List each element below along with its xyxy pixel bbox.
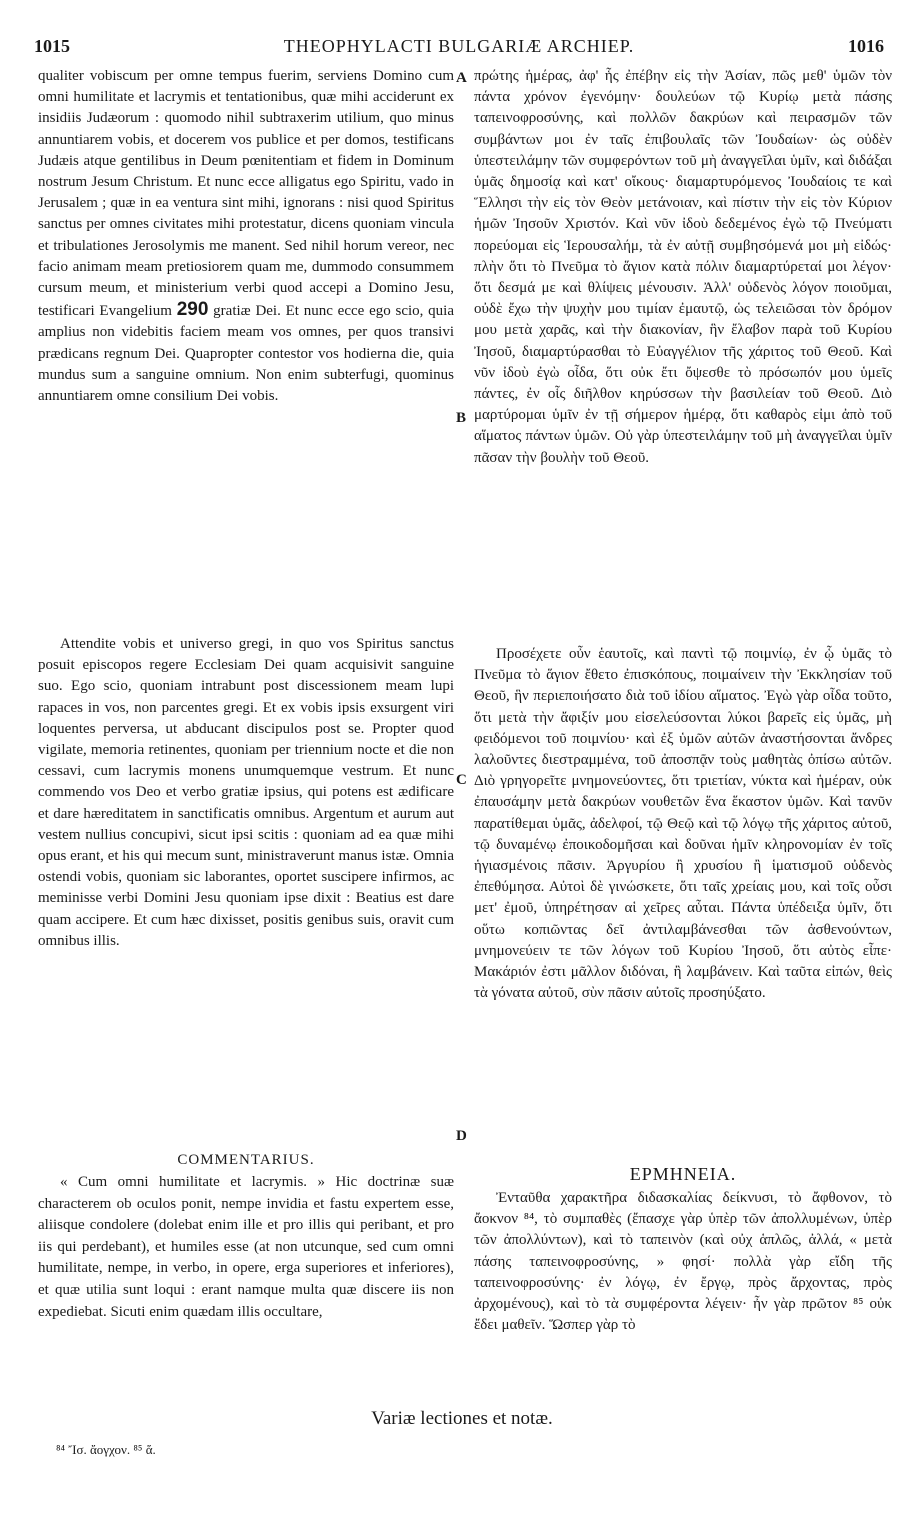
latin-column-middle — [38, 634, 454, 952]
margin-letter-b: B — [456, 410, 467, 426]
latin-paragraph-1-text: qualiter vobiscum per omne tempus fuerim, serviens Domino cum omni humilitate et lacrymis et tentationibus, quæ mihi acciderunt ex insidiis Judæorum : quomodo nihil subtraxerim utilium, quo minus annuntiarem vobis, et docerem vos publice et per domos, testificans Judæis atque gentilibus in Deum pœnitentiam et fidem in Dominum nostrum Jesum Christum. Et nunc ecce alligatus ego Spiritu, vado in Jerusalem ; quæ in ea ventura sint mihi, ignorans : nisi quod Spiritus sanctus per omnes civitates mihi protestatur, dicens quoniam vincula et tribulationes Jerosolymis me manent. Sed nihil horum vereor, nec facio animam meam pretiosiorem quam me, dummodo consummem cursum meum, et ministerium verbi quod accepi a Domino Jesu, testificari Evangelium — [38, 68, 454, 320]
latin-paragraph-2: Attendite vobis et universo gregi, in quo vos Spiritus sanctus posuit episcopos regere Ecclesiam Dei quam acquisivit sanguine suo. Ego scio, quoniam intrabunt post discessionem meam lupi rapaces in vos, non parcentes gregi. Et ex vobis ipsis exsurgent viri loquentes perversa, ut abducant discipulos post se. Propter quod vigilate, memoria retinentes, quoniam per triennium nocte et die non cessavi, cum lacrymis monens unumquemque vestrum. Et nunc commendo vos Deo et verbo gratiæ ipsius, qui potens est ædificare et dare hæreditatem in sanctificatis omnibus. Argentum et aurum aut vestem nullius concupivi, sicut ipsi scitis : quoniam ad ea quæ mihi opus erant, et his qui mecum sunt, ministraverunt manus istæ. Omnia ostendi vobis, quoniam sic laborantes, oportet suscipere infirmos, ac meminisse verbi Domini Jesu quoniam ipse dixit : Beatius est dare quam accipere. Et cum hæc dixisset, positis genibus suis, oravit cum omnibus illis. — [38, 636, 454, 949]
greek-paragraph-1: πρώτης ἡμέρας, ἀφ' ἧς ἐπέβην εἰς τὴν Ἀσίαν, πῶς μεθ' ὑμῶν τὸν πάντα χρόνον ἐγενόμην· δουλεύων τῷ Κυρίῳ μετὰ πάσης ταπεινοφροσύνης, καὶ πολλῶν δακρύων καὶ πειρασμῶν τῶν συμβάντων μοι ἐν ταῖς ἐπιβουλαῖς τῶν Ἰουδαίων· ὡς οὐδὲν ὑπεστειλάμην τῶν συμφερόντων τοῦ μὴ ἀναγγεῖλαι ὑμῖν, καὶ διδάξαι ὑμᾶς δημοσίᾳ καὶ κατ' οἴκους· διαμαρτυρόμενος Ἰουδαίοις τε καὶ Ἕλλησι τὴν εἰς τὸν Θεὸν μετάνοιαν, καὶ πίστιν τὴν εἰς τὸν Κύριον ἡμῶν Ἰησοῦν Χριστόν. Καὶ νῦν ἰδοὺ δεδεμένος ἐγὼ τῷ Πνεύματι πορεύομαι εἰς Ἱερουσαλήμ, τὰ ἐν αὐτῇ συμβησόμενά μοι μὴ εἰδώς· πλὴν ὅτι τὸ Πνεῦμα τὸ ἅγιον κατὰ πόλιν διαμαρτύρεταί μοι λέγον· ὅτι δεσμά με καὶ θλίψεις μένουσιν. Ἀλλ' οὐδενὸς λόγον ποιοῦμαι, οὐδὲ ἔχω τὴν ψυχὴν μου τιμίαν ἐμαυτῷ, ὡς τελειῶσαι τὸν δρόμον μου μετὰ χαρᾶς, καὶ τὴν διακονίαν, ἣν ἔλαβον παρὰ τοῦ Κυρίου Ἰησοῦ, διαμαρτύρασθαι τὸ Εὐαγγέλιον τῆς χάριτος τοῦ Θεοῦ. Καὶ νῦν ἰδοὺ ἐγὼ οἶδα, ὅτι οὐκ ἔτι ὄψεσθε τὸ πρόσωπόν μου ὑμεῖς πάντες, ἐν οἷς διῆλθον κηρύσσων τὴν βασιλείαν τοῦ Θεοῦ. Διὸ μαρτύρομαι ὑμῖν ἐν τῇ σήμερον ἡμέρᾳ, ὅτι καθαρὸς εἰμι ἀπὸ τοῦ αἵματος πάντων ὑμῶν. Οὐ γὰρ ὑπεστειλάμην τοῦ μὴ ἀναγγεῖλαι ὑμῖν πᾶσαν τὴν βουλὴν τοῦ Θεοῦ. — [474, 68, 892, 466]
page-number-right: 1016 — [848, 36, 884, 56]
greek-column-top — [474, 66, 892, 469]
footnotes: ⁸⁴ Ἴσ. ἄογχον. ⁸⁵ ἅ. — [56, 1442, 156, 1457]
latin-paragraph-1 — [38, 66, 454, 407]
greek-paragraph-2: Προσέχετε οὖν ἑαυτοῖς, καὶ παντὶ τῷ ποιμνίῳ, ἐν ᾧ ὑμᾶς τὸ Πνεῦμα τὸ ἅγιον ἔθετο ἐπισκόπους, ποιμαίνειν τὴν Ἐκκλησίαν τοῦ Θεοῦ, ἣν περιεποιήσατο διὰ τοῦ ἰδίου αἵματος. Ἐγὼ γὰρ οἶδα τοῦτο, ὅτι μετὰ τὴν ἄφιξίν μου εἰσελεύσονται λύκοι βαρεῖς εἰς ὑμᾶς, μὴ φειδόμενοι τοῦ ποιμνίου· καὶ ἐξ ὑμῶν αὐτῶν ἀναστήσονται ἄνδρες λαλοῦντες διεστραμμένα, τοῦ ἀποσπᾷν τοὺς μαθητὰς ὀπίσω αὐτῶν. Διὸ γρηγορεῖτε μνημονεύοντες, ὅτι τριετίαν, νύκτα καὶ ἡμέραν, οὐκ ἐπαυσάμην μετὰ δακρύων νουθετῶν ἕνα ἕκαστον ὑμῶν. Καὶ τανῦν παρατίθεμαι ὑμᾶς, ἀδελφοί, τῷ Θεῷ καὶ τῷ λόγῳ τῆς χάριτος αὐτοῦ, τῷ δυναμένῳ ἐποικοδομῆσαι καὶ δοῦναι ἡμῖν κληρονομίαν ἐν τοῖς ἡγιασμένοις πᾶσιν. Ἀργυρίου ἢ χρυσίου ἢ ἱματισμοῦ οὐδενὸς ἐπεθύμησα. Αὐτοὶ δὲ γινώσκετε, ὅτι ταῖς χρείαις μου, καὶ τοῖς οὖσι μετ' ἐμοῦ, ὑπηρέτησαν αἱ χεῖρες αὗται. Πάντα ὑπέδειξα ὑμῖν, ὅτι οὕτω κοπιῶντας δεῖ ἀντιλαμβάνεσθαι τῶν ἀσθενούντων, μνημονεύειν τε τῶν λόγων τοῦ Κυρίου Ἰησοῦ, ὅτι αὐτὸς εἶπε· Μακάριόν ἐστι μᾶλλον διδόναι, ἢ λαμβάνειν. Καὶ ταῦτα εἰπών, θεὶς τὰ γόνατα αὐτοῦ, σὺν πᾶσιν αὐτοῖς προσηύξατο. — [474, 646, 892, 1002]
page-number-left: 1015 — [34, 36, 70, 56]
running-header — [34, 36, 884, 66]
latin-column-top — [38, 66, 454, 407]
hermeneia-heading: ΕΡΜΗΝΕΙΑ. — [629, 1164, 737, 1184]
commentary-heading: COMMENTARIUS. — [177, 1152, 315, 1168]
margin-letter-d: D — [456, 1128, 467, 1144]
commentary-text: « Cum omni humilitate et lacrymis. » Hic doctrinæ suæ characterem ob oculos ponit, nempe invidia et fastu expertem esse, aliisque condolere (dolebat enim ille et pro illis qui peribant, et pro iis qui perdebant), et humiles esse (at non utcunque, sed cum omni humilitate, nempe, in verbo, in opere, erga superiores et inferiores), et quæ utilia sunt loqui : erant namque multa quæ discere iis non expediebat. Sicuti enim quædam illis occultare, — [38, 1174, 454, 1320]
hermeneia-text: Ἐνταῦθα χαρακτῆρα διδασκαλίας δείκνυσι, τὸ ἄφθονον, τὸ ἄοκνον ⁸⁴, τὸ συμπαθὲς (ἔπασχε γὰρ ὑπὲρ τῶν ἀπολλυμένων, ὑπὲρ τῶν ἀπολλύντων), καὶ τὸ ταπεινὸν (καὶ οὐχ ἁπλῶς, ἀλλά, « μετὰ πάσης ταπεινοφροσύνης, » φησί· πολλὰ γὰρ εἴδη τῆς ταπεινοφροσύνης· ἐν λόγῳ, ἐν ἔργῳ, πρὸς ἄρχοντας, πρὸς ἀρχομένους), καὶ τὸ τὰ συμφέροντα λέγειν· ἦν γὰρ πρῶτον ⁸⁵ οὐκ ἔδει μαθεῖν. Ὥσπερ γὰρ τὸ — [474, 1190, 892, 1334]
margin-letter-c: C — [456, 772, 467, 788]
variae-lectiones-heading: Variæ lectiones et notæ. — [371, 1408, 553, 1429]
latin-commentary — [38, 1172, 454, 1323]
running-title: THEOPHYLACTI BULGARIÆ ARCHIEP. — [283, 36, 635, 56]
column-marker-number: 290 — [176, 299, 209, 321]
margin-letter-a: A — [456, 70, 467, 86]
greek-hermeneia — [474, 1188, 892, 1336]
latin-paragraph-1-end: gratiæ Dei. Et nunc ecce ego scio, quia amplius non videbitis faciem meam vos omnes, per quos transivi prædicans regnum Dei. Quapropter contestor vos hodierna die, quia mundus sum a sanguine omnium. Non enim subterfugi, quominus annuntiarem omne consilium Dei vobis. — [38, 303, 455, 405]
greek-column-middle — [474, 644, 892, 1004]
